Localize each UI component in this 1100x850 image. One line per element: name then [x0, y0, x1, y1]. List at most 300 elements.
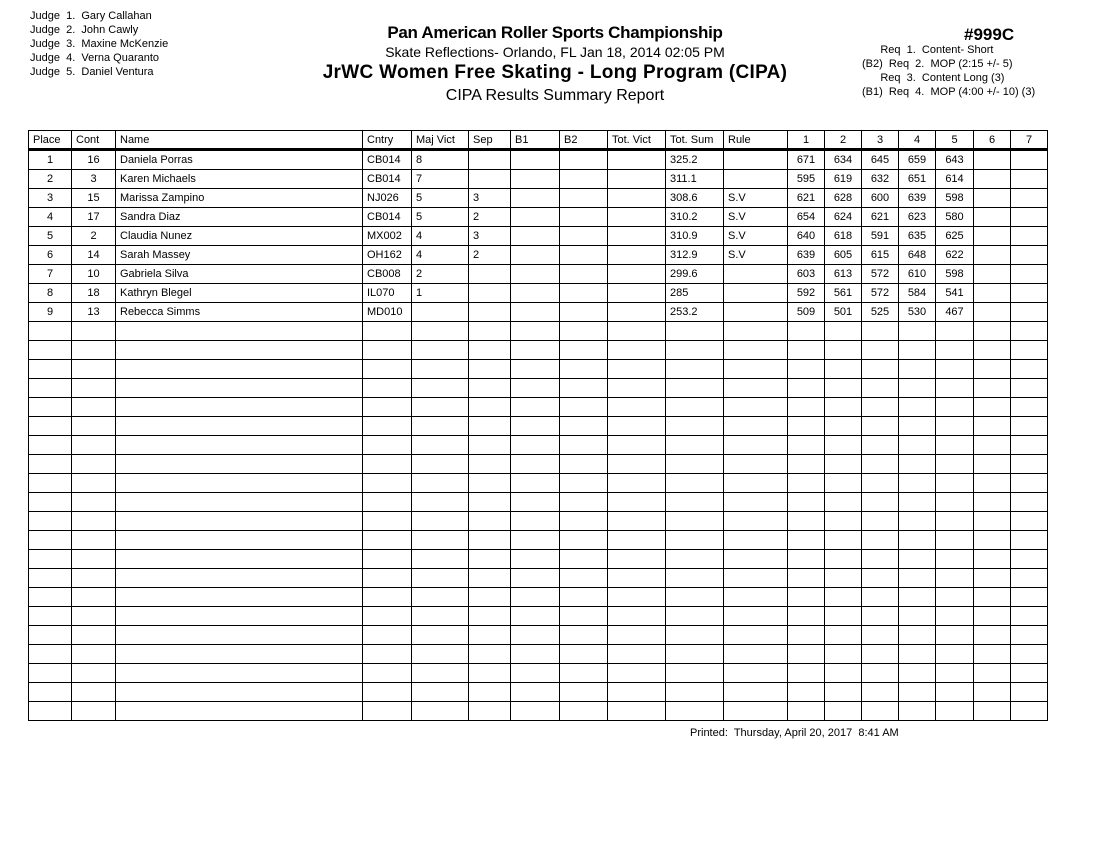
table-cell — [666, 512, 724, 531]
table-cell — [412, 664, 469, 683]
table-cell — [72, 379, 116, 398]
table-cell — [974, 569, 1011, 588]
table-cell — [608, 645, 666, 664]
table-cell: IL070 — [363, 284, 412, 303]
table-cell — [469, 474, 511, 493]
table-cell — [666, 398, 724, 417]
table-cell — [825, 702, 862, 721]
table-cell — [1011, 341, 1048, 360]
table-cell: 2 — [29, 170, 72, 189]
table-cell — [899, 664, 936, 683]
table-cell — [560, 531, 608, 550]
table-cell: 598 — [936, 265, 974, 284]
table-cell — [724, 284, 788, 303]
table-cell — [899, 626, 936, 645]
table-cell: 325.2 — [666, 150, 724, 170]
table-cell: 2 — [469, 246, 511, 265]
column-header: 4 — [899, 131, 936, 150]
table-cell — [363, 607, 412, 626]
table-cell — [1011, 189, 1048, 208]
table-cell — [560, 341, 608, 360]
table-cell: 4 — [412, 227, 469, 246]
table-cell — [666, 569, 724, 588]
table-cell: 643 — [936, 150, 974, 170]
table-cell — [974, 150, 1011, 170]
table-cell — [608, 379, 666, 398]
table-cell — [363, 455, 412, 474]
table-cell — [724, 150, 788, 170]
table-cell — [363, 322, 412, 341]
table-cell: 310.9 — [666, 227, 724, 246]
table-cell — [412, 474, 469, 493]
table-cell — [511, 474, 560, 493]
table-cell: 619 — [825, 170, 862, 189]
table-cell — [724, 379, 788, 398]
table-cell — [608, 702, 666, 721]
table-cell: 7 — [412, 170, 469, 189]
table-cell — [608, 303, 666, 322]
table-cell: 3 — [72, 170, 116, 189]
table-cell — [899, 683, 936, 702]
table-cell — [1011, 360, 1048, 379]
table-cell: 592 — [788, 284, 825, 303]
table-cell — [608, 626, 666, 645]
table-cell — [936, 550, 974, 569]
table-cell: 5 — [29, 227, 72, 246]
table-cell — [29, 607, 72, 626]
table-cell — [560, 170, 608, 189]
table-cell — [862, 531, 899, 550]
table-cell — [974, 645, 1011, 664]
table-cell — [974, 170, 1011, 189]
table-cell — [608, 170, 666, 189]
table-cell — [469, 664, 511, 683]
table-cell — [862, 664, 899, 683]
table-cell — [724, 588, 788, 607]
table-cell — [724, 683, 788, 702]
table-cell: 18 — [72, 284, 116, 303]
table-cell — [29, 474, 72, 493]
table-cell — [560, 569, 608, 588]
empty-table-row — [29, 474, 1048, 493]
table-cell — [974, 550, 1011, 569]
column-header: Tot. Vict — [608, 131, 666, 150]
table-cell — [511, 512, 560, 531]
table-cell — [412, 683, 469, 702]
column-header: Tot. Sum — [666, 131, 724, 150]
table-cell — [511, 379, 560, 398]
table-row — [29, 227, 1048, 246]
table-cell — [363, 493, 412, 512]
column-header: Rule — [724, 131, 788, 150]
table-cell — [788, 341, 825, 360]
table-cell — [72, 417, 116, 436]
table-cell — [825, 512, 862, 531]
table-cell — [511, 189, 560, 208]
table-cell — [116, 702, 363, 721]
table-cell: 621 — [862, 208, 899, 227]
table-cell — [29, 379, 72, 398]
column-header: 5 — [936, 131, 974, 150]
table-cell — [936, 322, 974, 341]
table-cell — [608, 246, 666, 265]
table-cell — [29, 398, 72, 417]
empty-table-row — [29, 512, 1048, 531]
table-cell — [29, 455, 72, 474]
table-cell — [936, 493, 974, 512]
table-cell: 624 — [825, 208, 862, 227]
table-cell — [1011, 303, 1048, 322]
table-cell — [29, 664, 72, 683]
table-cell: 10 — [72, 265, 116, 284]
table-cell: 613 — [825, 265, 862, 284]
table-cell — [29, 360, 72, 379]
table-cell — [116, 531, 363, 550]
table-cell — [825, 607, 862, 626]
table-cell — [899, 455, 936, 474]
table-cell — [1011, 208, 1048, 227]
table-cell — [608, 550, 666, 569]
table-cell: 572 — [862, 265, 899, 284]
table-cell — [608, 227, 666, 246]
table-cell — [899, 588, 936, 607]
table-cell — [788, 360, 825, 379]
table-cell: S.V — [724, 189, 788, 208]
table-cell: Sandra Diaz — [116, 208, 363, 227]
table-cell: 525 — [862, 303, 899, 322]
table-cell — [825, 493, 862, 512]
table-cell — [899, 531, 936, 550]
table-cell — [363, 569, 412, 588]
table-cell: 654 — [788, 208, 825, 227]
table-cell — [788, 569, 825, 588]
table-cell — [72, 493, 116, 512]
table-cell — [511, 284, 560, 303]
table-cell — [469, 607, 511, 626]
table-cell — [1011, 417, 1048, 436]
table-cell — [560, 664, 608, 683]
table-cell — [412, 588, 469, 607]
table-cell — [724, 645, 788, 664]
table-cell — [899, 645, 936, 664]
report-header — [280, 22, 830, 106]
table-cell — [72, 512, 116, 531]
table-cell: 509 — [788, 303, 825, 322]
table-cell — [666, 379, 724, 398]
table-cell — [72, 588, 116, 607]
table-cell — [1011, 227, 1048, 246]
table-cell — [608, 265, 666, 284]
table-cell: 6 — [29, 246, 72, 265]
table-cell — [788, 455, 825, 474]
table-cell — [936, 379, 974, 398]
table-cell — [511, 398, 560, 417]
empty-table-row — [29, 531, 1048, 550]
judge-5: Judge 5. Daniel Ventura — [30, 66, 154, 78]
judges-list — [30, 9, 168, 79]
table-cell — [560, 284, 608, 303]
table-cell — [29, 588, 72, 607]
table-cell — [560, 607, 608, 626]
table-cell — [72, 360, 116, 379]
table-cell — [560, 683, 608, 702]
table-cell — [469, 626, 511, 645]
table-cell — [511, 322, 560, 341]
table-cell — [469, 150, 511, 170]
empty-table-row — [29, 379, 1048, 398]
table-cell — [469, 645, 511, 664]
empty-table-row — [29, 398, 1048, 417]
table-cell — [363, 531, 412, 550]
table-cell — [936, 417, 974, 436]
table-cell: 640 — [788, 227, 825, 246]
table-cell — [666, 607, 724, 626]
table-cell: CB014 — [363, 150, 412, 170]
table-cell — [1011, 569, 1048, 588]
table-cell — [511, 227, 560, 246]
table-cell — [862, 512, 899, 531]
table-cell — [511, 208, 560, 227]
table-row — [29, 189, 1048, 208]
table-cell — [511, 588, 560, 607]
table-cell — [1011, 170, 1048, 189]
table-cell — [862, 436, 899, 455]
table-row — [29, 170, 1048, 189]
table-cell — [974, 227, 1011, 246]
table-cell: 8 — [29, 284, 72, 303]
table-cell: 4 — [29, 208, 72, 227]
table-cell — [511, 664, 560, 683]
table-cell — [560, 189, 608, 208]
table-cell — [825, 550, 862, 569]
table-cell — [724, 569, 788, 588]
table-cell — [899, 360, 936, 379]
table-cell — [560, 379, 608, 398]
table-cell — [724, 512, 788, 531]
table-cell — [666, 474, 724, 493]
table-cell — [560, 626, 608, 645]
table-cell: 2 — [469, 208, 511, 227]
table-cell — [724, 398, 788, 417]
table-cell — [1011, 626, 1048, 645]
table-cell — [29, 645, 72, 664]
table-cell — [724, 265, 788, 284]
empty-table-row — [29, 322, 1048, 341]
table-row — [29, 246, 1048, 265]
table-cell: Kathryn Blegel — [116, 284, 363, 303]
table-cell — [788, 474, 825, 493]
table-cell — [974, 265, 1011, 284]
table-cell — [560, 550, 608, 569]
table-cell — [363, 683, 412, 702]
requirement-4: (B1) Req 4. MOP (4:00 +/- 10) (3) — [862, 86, 1036, 98]
table-cell — [936, 569, 974, 588]
table-cell: MX002 — [363, 227, 412, 246]
table-cell — [724, 550, 788, 569]
table-cell: 299.6 — [666, 265, 724, 284]
column-header: B2 — [560, 131, 608, 150]
table-cell: 591 — [862, 227, 899, 246]
table-cell — [363, 417, 412, 436]
table-cell — [666, 455, 724, 474]
table-cell — [666, 664, 724, 683]
requirement-2: (B2) Req 2. MOP (2:15 +/- 5) — [862, 58, 1013, 70]
table-cell: 625 — [936, 227, 974, 246]
table-cell — [608, 417, 666, 436]
table-cell — [788, 436, 825, 455]
table-cell — [862, 474, 899, 493]
table-cell: 530 — [899, 303, 936, 322]
table-cell — [936, 455, 974, 474]
table-cell — [974, 588, 1011, 607]
table-cell: NJ026 — [363, 189, 412, 208]
table-cell — [608, 360, 666, 379]
table-cell: 621 — [788, 189, 825, 208]
table-cell — [363, 512, 412, 531]
table-cell — [469, 284, 511, 303]
table-cell — [412, 360, 469, 379]
table-cell — [666, 702, 724, 721]
table-cell — [899, 702, 936, 721]
venue-date: Skate Reflections- Orlando, FL Jan 18, 2014 02:05 PM — [385, 44, 725, 60]
table-cell: 618 — [825, 227, 862, 246]
table-cell — [608, 436, 666, 455]
table-cell — [511, 246, 560, 265]
table-cell: 3 — [469, 227, 511, 246]
table-cell — [363, 474, 412, 493]
table-cell — [1011, 150, 1048, 170]
table-cell — [788, 683, 825, 702]
table-cell — [899, 398, 936, 417]
table-cell — [1011, 493, 1048, 512]
table-cell — [974, 379, 1011, 398]
table-cell — [666, 493, 724, 512]
table-cell — [1011, 550, 1048, 569]
column-header: 2 — [825, 131, 862, 150]
table-cell — [116, 550, 363, 569]
column-header: Sep — [469, 131, 511, 150]
table-cell — [825, 360, 862, 379]
table-cell — [1011, 322, 1048, 341]
table-cell — [974, 246, 1011, 265]
table-cell — [862, 569, 899, 588]
table-cell: 639 — [899, 189, 936, 208]
table-cell — [560, 150, 608, 170]
judge-2: Judge 2. John Cawly — [30, 24, 139, 36]
empty-table-row — [29, 626, 1048, 645]
table-cell: 635 — [899, 227, 936, 246]
table-cell: 7 — [29, 265, 72, 284]
empty-table-row — [29, 645, 1048, 664]
table-cell: 623 — [899, 208, 936, 227]
table-cell — [666, 550, 724, 569]
table-cell — [72, 398, 116, 417]
table-cell — [974, 303, 1011, 322]
column-header: 1 — [788, 131, 825, 150]
requirement-3: Req 3. Content Long (3) — [862, 72, 1005, 84]
table-cell — [469, 550, 511, 569]
table-cell — [469, 702, 511, 721]
table-cell — [974, 626, 1011, 645]
table-cell — [116, 455, 363, 474]
column-header: 7 — [1011, 131, 1048, 150]
table-cell — [724, 360, 788, 379]
table-cell — [825, 569, 862, 588]
table-cell — [724, 436, 788, 455]
table-cell: 3 — [469, 189, 511, 208]
table-cell — [936, 588, 974, 607]
table-cell — [724, 626, 788, 645]
table-cell — [666, 341, 724, 360]
table-cell — [974, 360, 1011, 379]
table-cell — [899, 322, 936, 341]
table-cell — [862, 607, 899, 626]
table-cell — [862, 341, 899, 360]
table-cell — [974, 189, 1011, 208]
table-cell — [724, 417, 788, 436]
table-cell: Claudia Nunez — [116, 227, 363, 246]
table-cell — [862, 588, 899, 607]
table-cell — [666, 588, 724, 607]
table-cell — [666, 417, 724, 436]
table-cell — [29, 550, 72, 569]
table-cell — [363, 702, 412, 721]
table-cell: 595 — [788, 170, 825, 189]
table-cell — [862, 626, 899, 645]
table-cell — [511, 550, 560, 569]
table-cell: 628 — [825, 189, 862, 208]
requirement-1: Req 1. Content- Short — [862, 44, 994, 56]
table-cell — [974, 512, 1011, 531]
table-cell — [724, 474, 788, 493]
table-cell — [560, 645, 608, 664]
table-cell — [511, 645, 560, 664]
table-cell — [724, 607, 788, 626]
table-cell: 14 — [72, 246, 116, 265]
table-cell — [363, 626, 412, 645]
empty-table-row — [29, 436, 1048, 455]
table-cell — [936, 645, 974, 664]
table-cell: 645 — [862, 150, 899, 170]
table-cell — [899, 474, 936, 493]
table-cell — [1011, 607, 1048, 626]
table-cell — [724, 702, 788, 721]
table-cell — [862, 360, 899, 379]
table-cell — [412, 645, 469, 664]
table-cell — [511, 303, 560, 322]
table-cell — [608, 284, 666, 303]
table-cell — [724, 531, 788, 550]
table-cell — [363, 588, 412, 607]
table-cell: 572 — [862, 284, 899, 303]
table-cell: 671 — [788, 150, 825, 170]
table-cell — [825, 531, 862, 550]
table-cell — [899, 569, 936, 588]
table-cell — [899, 607, 936, 626]
table-cell: 312.9 — [666, 246, 724, 265]
table-cell — [560, 436, 608, 455]
table-cell — [469, 322, 511, 341]
table-cell — [116, 683, 363, 702]
table-cell — [72, 474, 116, 493]
table-cell — [363, 645, 412, 664]
table-cell — [974, 455, 1011, 474]
table-cell: 17 — [72, 208, 116, 227]
table-cell — [974, 417, 1011, 436]
table-cell — [788, 531, 825, 550]
table-cell — [412, 626, 469, 645]
table-cell — [511, 683, 560, 702]
